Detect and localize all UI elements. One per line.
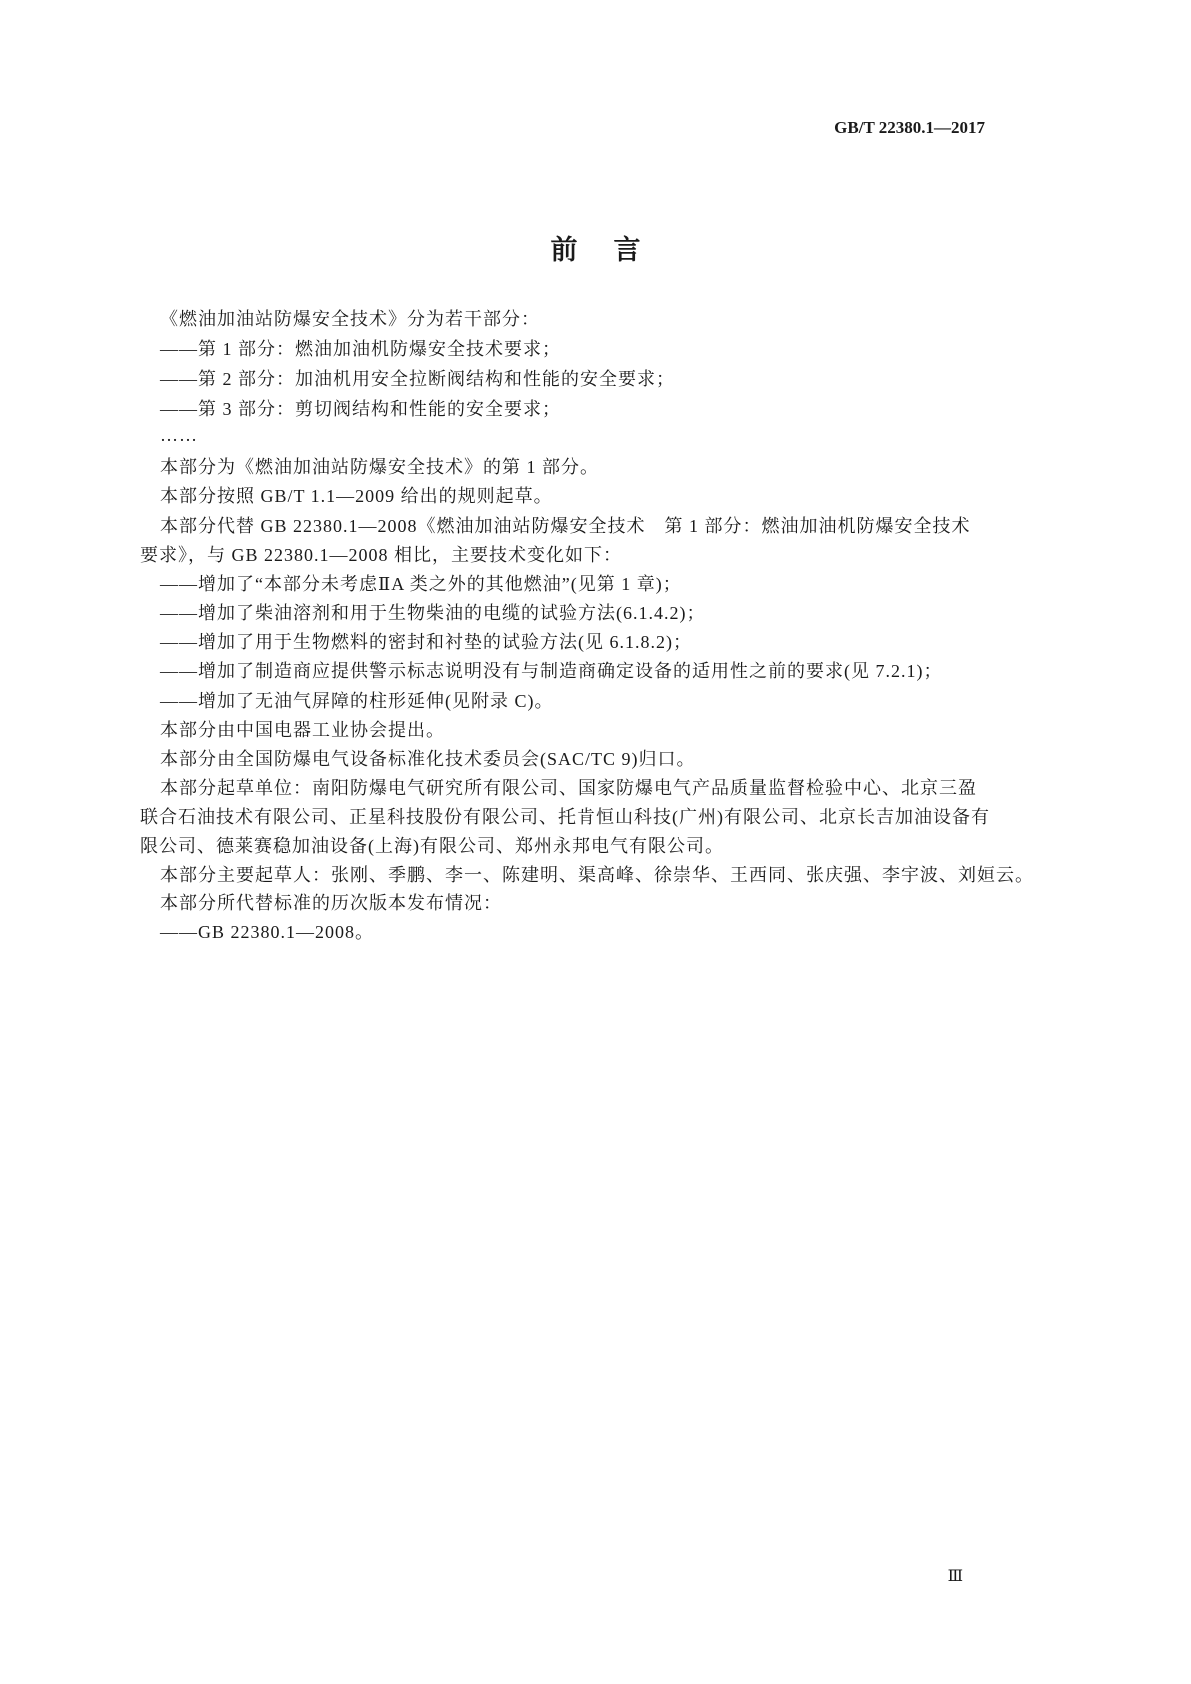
text-line: 联合石油技术有限公司、正星科技股份有限公司、托肯恒山科技(广州)有限公司、北京长吉加油设备有 [140, 807, 990, 827]
text-line: 《燃油加油站防爆安全技术》分为若干部分： [160, 309, 540, 329]
page-number: Ⅲ [947, 1568, 963, 1585]
list-item: ——GB 22380.1—2008。 [160, 922, 375, 942]
standard-number-header: GB/T 22380.1—2017 [834, 118, 985, 137]
ellipsis: …… [160, 425, 198, 445]
list-item: ——第 2 部分：加油机用安全拉断阀结构和性能的安全要求； [160, 369, 675, 389]
text-line: 本部分所代替标准的历次版本发布情况： [160, 893, 502, 913]
list-item: ——增加了柴油溶剂和用于生物柴油的电缆的试验方法(6.1.4.2)； [160, 603, 706, 623]
text-line: 本部分为《燃油加油站防爆安全技术》的第 1 部分。 [160, 457, 599, 477]
text-line: 本部分由全国防爆电气设备标准化技术委员会(SAC/TC 9)归口。 [160, 749, 696, 769]
list-item: ——增加了制造商应提供警示标志说明没有与制造商确定设备的适用性之前的要求(见 7.2.1)； [160, 661, 943, 681]
text-line: 本部分主要起草人：张刚、季鹏、李一、陈建明、渠高峰、徐崇华、王西同、张庆强、李宇波、刘姮云。 [160, 865, 1034, 885]
text-line: 限公司、德莱赛稳加油设备(上海)有限公司、郑州永邦电气有限公司。 [140, 836, 724, 856]
text-line: 本部分由中国电器工业协会提出。 [160, 720, 445, 740]
text-line: 要求》，与 GB 22380.1—2008 相比，主要技术变化如下： [140, 545, 623, 565]
list-item: ——增加了无油气屏障的柱形延伸(见附录 C)。 [160, 691, 554, 711]
page-title: 前言 [550, 235, 677, 265]
list-item: ——增加了用于生物燃料的密封和衬垫的试验方法(见 6.1.8.2)； [160, 632, 692, 652]
text-line: 本部分代替 GB 22380.1—2008《燃油加油站防爆安全技术 第 1 部分：燃油加油机防爆安全技术 [160, 516, 971, 536]
list-item: ——增加了“本部分未考虑ⅡA 类之外的其他燃油”(见第 1 章)； [160, 574, 682, 594]
text-line: 本部分起草单位：南阳防爆电气研究所有限公司、国家防爆电气产品质量监督检验中心、北京三盈 [160, 778, 977, 798]
list-item: ——第 1 部分：燃油加油机防爆安全技术要求； [160, 339, 561, 359]
text-line: 本部分按照 GB/T 1.1—2009 给出的规则起草。 [160, 486, 553, 506]
list-item: ——第 3 部分：剪切阀结构和性能的安全要求； [160, 399, 561, 419]
